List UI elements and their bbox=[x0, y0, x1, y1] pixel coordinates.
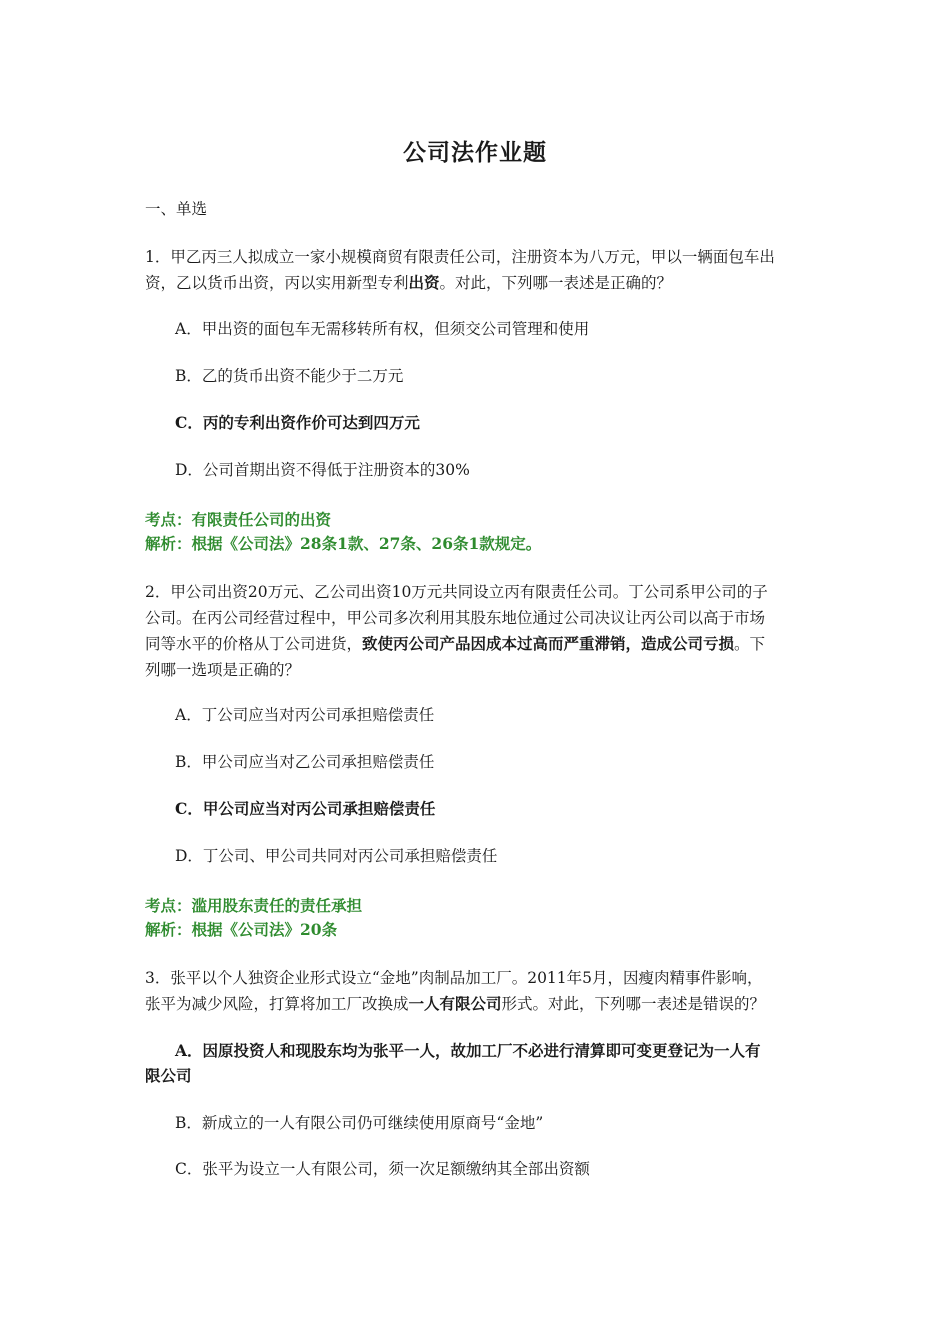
q1-option-c-answer: C．丙的专利出资作价可达到四万元 bbox=[175, 413, 420, 432]
q2-stem-text: 2．甲公司出资20万元、乙公司出资10万元共同设立丙有限责任公司。丁公司系甲公司的子 bbox=[145, 583, 768, 601]
q2-option-a: A．丁公司应当对丙公司承担赔偿责任 bbox=[175, 706, 435, 724]
q2-stem-text: 同等水平的价格从丁公司进货， bbox=[145, 635, 363, 653]
q2-kaodian: 考点：滥用股东责任的责任承担 bbox=[145, 896, 363, 915]
q2-stem-text: 。下 bbox=[734, 635, 766, 653]
q2-stem-line-2 bbox=[145, 605, 810, 631]
q3-stem-line-2 bbox=[145, 991, 810, 1017]
q1-option-d: D．公司首期出资不得低于注册资本的30% bbox=[175, 461, 470, 479]
q2-stem-line-3 bbox=[145, 631, 810, 657]
q2-stem-line-1 bbox=[145, 579, 810, 605]
q2-stem-emphasis: 致使丙公司产品因成本过高而严重滞销，造成公司亏损 bbox=[362, 634, 735, 653]
q1-kaodian: 考点：有限责任公司的出资 bbox=[145, 510, 332, 529]
section-heading: 一、单选 bbox=[145, 200, 208, 218]
q1-stem-emphasis: 出资 bbox=[408, 273, 440, 292]
q2-option-c-answer: C．甲公司应当对丙公司承担赔偿责任 bbox=[175, 799, 436, 818]
q1-stem-text: 1．甲乙丙三人拟成立一家小规模商贸有限责任公司，注册资本为八万元，甲以一辆面包车出 bbox=[145, 248, 775, 266]
q1-stem-text: 。对此，下列哪一表述是正确的？ bbox=[439, 274, 673, 292]
q3-option-b: B．新成立的一人有限公司仍可继续使用原商号“金地” bbox=[175, 1114, 544, 1132]
q3-option-a-answer-line-2: 限公司 bbox=[145, 1066, 192, 1085]
document-title: 公司法作业题 bbox=[403, 140, 547, 166]
q3-stem-text: 张平为减少风险，打算将加工厂改换成 bbox=[145, 995, 409, 1013]
q1-stem-line-2 bbox=[145, 270, 810, 296]
q2-stem-text: 列哪一选项是正确的？ bbox=[145, 661, 301, 679]
q2-jiexi: 解析：根据《公司法》20条 bbox=[145, 920, 338, 939]
q2-stem-text: 公司。在丙公司经营过程中，甲公司多次利用其股东地位通过公司决议让丙公司以高于市场 bbox=[145, 609, 766, 627]
q2-option-b: B．甲公司应当对乙公司承担赔偿责任 bbox=[175, 753, 435, 771]
q3-stem-text: 形式。对此，下列哪一表述是错误的？ bbox=[501, 995, 766, 1013]
q3-option-a-answer-line-1: A．因原投资人和现股东均为张平一人，故加工厂不必进行清算即可变更登记为一人有 bbox=[175, 1041, 761, 1060]
q1-option-a: A．甲出资的面包车无需移转所有权，但须交公司管理和使用 bbox=[175, 320, 590, 338]
q3-stem-line-1 bbox=[145, 965, 810, 991]
q3-option-c: C．张平为设立一人有限公司，须一次足额缴纳其全部出资额 bbox=[175, 1160, 590, 1178]
q1-option-b: B．乙的货币出资不能少于二万元 bbox=[175, 367, 404, 385]
q1-stem-text: 资，乙以货币出资，丙以实用新型专利 bbox=[145, 274, 409, 292]
q3-stem-text: 3．张平以个人独资企业形式设立“金地”肉制品加工厂。2011年5月，因瘦肉精事件影响， bbox=[145, 969, 763, 987]
q3-stem-emphasis: 一人有限公司 bbox=[408, 994, 502, 1013]
q1-stem-line-1 bbox=[145, 244, 810, 270]
q1-jiexi: 解析：根据《公司法》28条1款、27条、26条1款规定。 bbox=[145, 534, 542, 553]
q2-stem-line-4 bbox=[145, 657, 810, 683]
q2-option-d: D．丁公司、甲公司共同对丙公司承担赔偿责任 bbox=[175, 847, 498, 865]
